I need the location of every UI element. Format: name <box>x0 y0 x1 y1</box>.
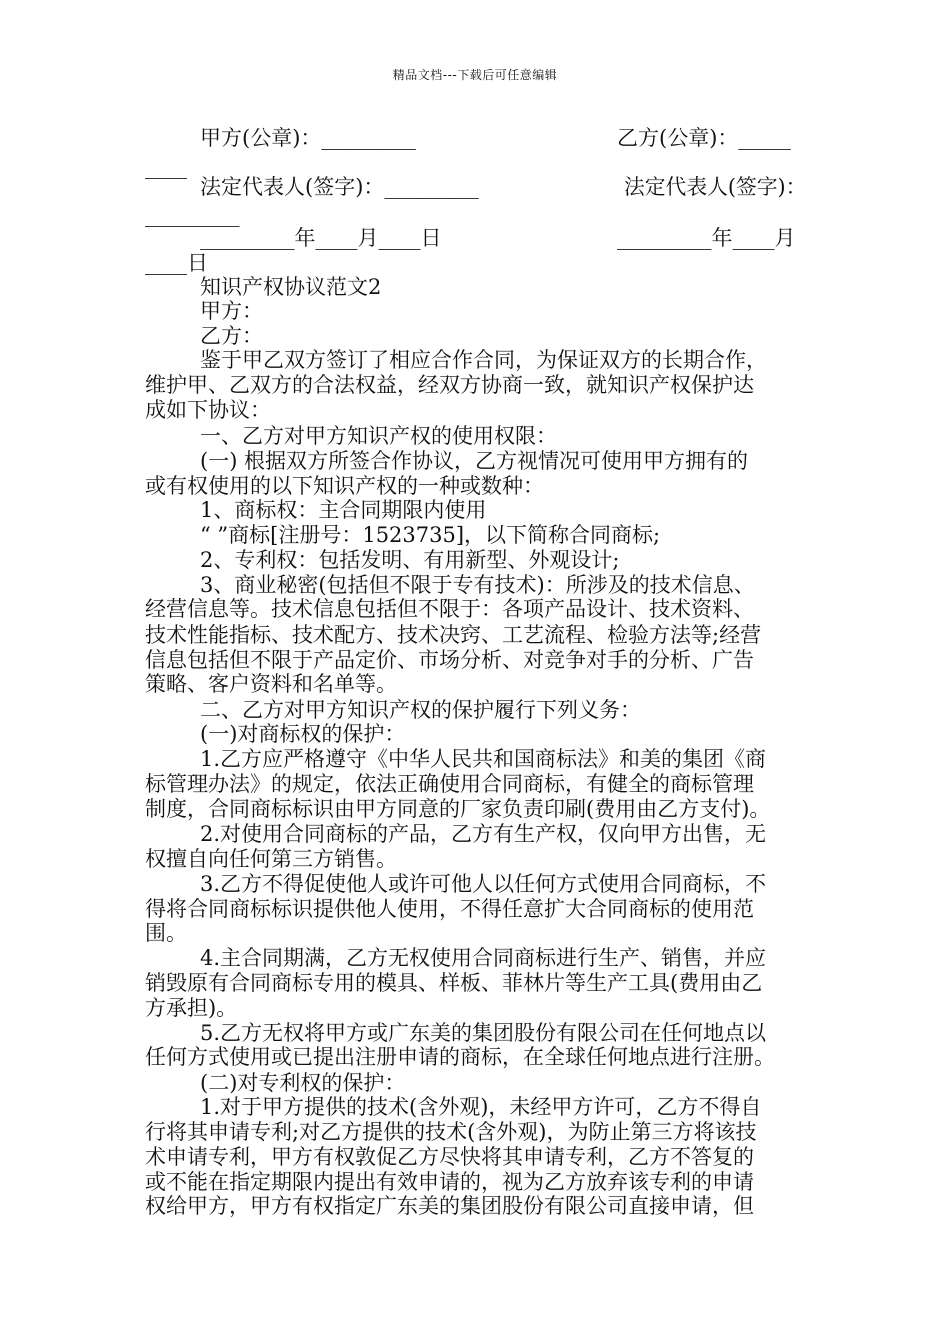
paragraph-line: 2、专利权：包括发明、有用新型、外观设计; <box>200 548 620 572</box>
paragraph-line: 1.乙方应严格遵守《中华人民共和国商标法》和美的集团《商 <box>200 747 767 771</box>
paragraph-line: 任何方式使用或已提出注册申请的商标，在全球任何地点进行注册。 <box>145 1045 775 1069</box>
paragraph-line: 策略、客户资料和名单等。 <box>145 672 397 696</box>
paragraph-line: 鉴于甲乙双方签订了相应合作合同，为保证双方的长期合作， <box>200 348 767 372</box>
paragraph-line: (一) 根据双方所签合作协议，乙方视情况可使用甲方拥有的 <box>200 449 749 473</box>
paragraph-line: 4.主合同期满，乙方无权使用合同商标进行生产、销售，并应 <box>200 946 767 970</box>
party-b-seal-line: 乙方(公章)：_____ <box>617 126 791 150</box>
paragraph-line: 行将其申请专利;对乙方提供的技术(含外观)，为防止第三方将该技 <box>145 1120 757 1144</box>
paragraph-line: 或有权使用的以下知识产权的一种或数种： <box>145 474 544 498</box>
paragraph-line: 得将合同商标标识提供他人使用，不得任意扩大合同商标的使用范 <box>145 897 754 921</box>
paragraph-line: 标管理办法》的规定，依法正确使用合同商标，有健全的商标管理 <box>145 772 754 796</box>
paragraph-line: 销毁原有合同商标专用的模具、样板、菲林片等生产工具(费用由乙 <box>145 971 763 995</box>
section-heading: 二、乙方对甲方知识产权的保护履行下列义务： <box>200 698 641 722</box>
paragraph-line: 2.对使用合同商标的产品，乙方有生产权，仅向甲方出售，无 <box>200 822 767 846</box>
paragraph-line: 权给甲方，甲方有权指定广东美的集团股份有限公司直接申请，但 <box>145 1194 754 1218</box>
party-b-date-wrap: ____日 <box>145 251 208 275</box>
paragraph-line: 3.乙方不得促使他人或许可他人以任何方式使用合同商标，不 <box>200 872 767 896</box>
doc-title: 知识产权协议范文2 <box>200 275 382 299</box>
party-b-seal-wrap: ____ <box>145 155 187 179</box>
paragraph-line: 成如下协议： <box>145 398 271 422</box>
party-a-representative-line: 法定代表人(签字)：_________ <box>200 175 479 199</box>
party-a-date-line: _________年____月____日 <box>200 226 442 250</box>
paragraph-line: 1、商标权：主合同期限内使用 <box>200 498 487 522</box>
paragraph-line: 术申请专利，甲方有权敦促乙方尽快将其申请专利，乙方不答复的 <box>145 1145 754 1169</box>
party-a-label: 甲方： <box>200 299 263 323</box>
page-header: 精品文档---下载后可任意编辑 <box>392 68 558 82</box>
paragraph-line: 信息包括但不限于产品定价、市场分析、对竞争对手的分析、广告 <box>145 648 754 672</box>
paragraph-line: 1.对于甲方提供的技术(含外观)，未经甲方许可，乙方不得自 <box>200 1095 762 1119</box>
party-b-representative-line: 法定代表人(签字)： <box>624 175 807 199</box>
paragraph-line: 制度，合同商标标识由甲方同意的厂家负责印刷(费用由乙方支付)。 <box>145 797 771 821</box>
paragraph-line: 维护甲、乙双方的合法权益，经双方协商一致，就知识产权保护达 <box>145 373 754 397</box>
subsection-heading: (一)对商标权的保护： <box>200 722 406 746</box>
paragraph-line: 5.乙方无权将甲方或广东美的集团股份有限公司在任何地点以 <box>200 1021 767 1045</box>
paragraph-line: 方承担)。 <box>145 996 238 1020</box>
paragraph-line: 经营信息等。技术信息包括但不限于：各项产品设计、技术资料、 <box>145 597 754 621</box>
party-a-seal-line: 甲方(公章)：_________ <box>200 126 416 150</box>
paragraph-line: 3、商业秘密(包括但不限于专有技术)：所涉及的技术信息、 <box>200 573 755 597</box>
paragraph-line: 围。 <box>145 921 187 945</box>
party-b-representative-wrap: _________ <box>145 203 240 227</box>
party-b-label: 乙方： <box>200 324 263 348</box>
paragraph-line: 权擅自向任何第三方销售。 <box>145 847 397 871</box>
subsection-heading: (二)对专利权的保护： <box>200 1071 406 1095</box>
section-heading: 一、乙方对甲方知识产权的使用权限： <box>200 424 557 448</box>
party-b-date-line: _________年____月 <box>617 226 796 250</box>
paragraph-line: 技术性能指标、技术配方、技术决窍、工艺流程、检验方法等;经营 <box>145 623 762 647</box>
paragraph-line: 或不能在指定期限内提出有效申请的，视为乙方放弃该专利的申请 <box>145 1170 754 1194</box>
paragraph-line: “ ”商标[注册号：1523735]，以下简称合同商标; <box>200 523 661 547</box>
